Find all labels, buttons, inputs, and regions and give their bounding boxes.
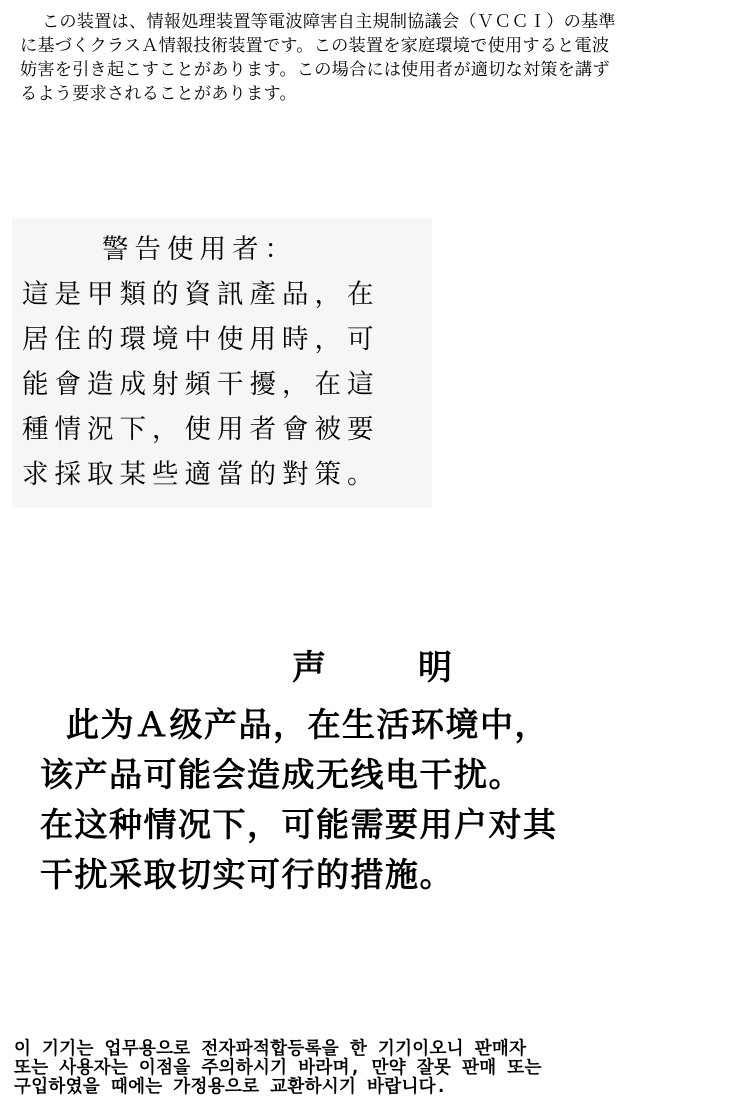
china-statement-title-char: 声: [292, 648, 326, 688]
korean-notice: [14, 1040, 739, 1097]
japanese-notice-line: 妨害を引き起こすことがあります。この場合には使用者が適切な対策を講ず: [20, 60, 610, 80]
taiwan-warning-line: 能會造成射頻干擾，在這: [22, 369, 380, 400]
korean-notice-line: 구입하였을 때에는 가정용으로 교환하시기 바랍니다.: [14, 1077, 447, 1097]
taiwan-warning-line: 這是甲類的資訊產品，在: [22, 279, 380, 310]
china-statement: [40, 700, 740, 900]
japanese-notice-line: に基づくクラスＡ情報技術装置です。この装置を家庭環境で使用すると電波: [20, 36, 610, 56]
taiwan-warning: [22, 227, 442, 497]
china-statement-line: 该产品可能会造成无线电干扰。: [40, 755, 523, 794]
china-statement-title-char: 明: [418, 648, 452, 688]
japanese-notice-line: この装置は、情報処理装置等電波障害自主規制協議会（ＶＣＣＩ）の基準: [42, 12, 616, 32]
taiwan-warning-line: 居住的環境中使用時，可: [22, 324, 380, 355]
china-statement-line: 此为Ａ级产品，在生活环境中，: [66, 705, 549, 744]
taiwan-warning-title: 警告使用者：: [102, 234, 297, 265]
japanese-notice-line: るよう要求されることがあります。: [20, 84, 297, 104]
china-statement-line: 在这种情况下，可能需要用户对其: [40, 805, 558, 844]
korean-notice-line: 이 기기는 업무용으로 전자파적합등록을 한 기기이오니 판매자: [14, 1039, 527, 1059]
taiwan-warning-line: 種情況下，使用者會被要: [22, 414, 380, 445]
taiwan-warning-line: 求採取某些適當的對策。: [22, 459, 380, 490]
korean-notice-line: 또는 사용자는 이점을 주의하시기 바라며, 만약 잘못 판매 또는: [14, 1058, 542, 1078]
japanese-vcci-notice: [20, 10, 735, 106]
china-statement-line: 干扰采取切实可行的措施。: [40, 855, 454, 894]
